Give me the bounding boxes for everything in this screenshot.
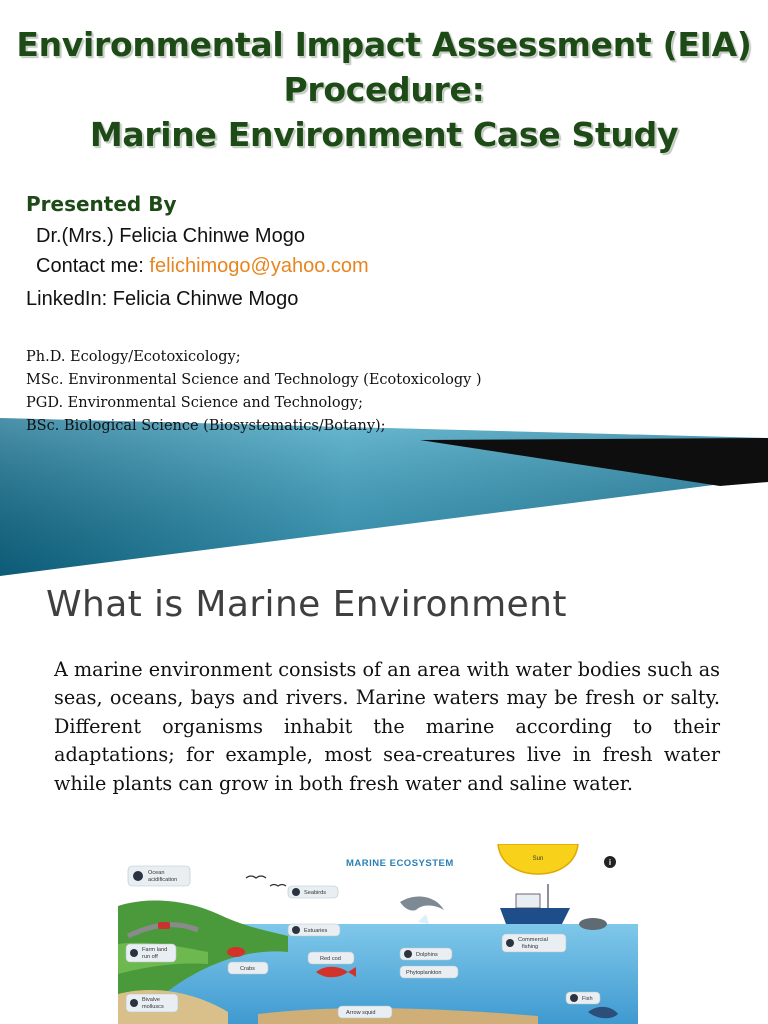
svg-text:acidification: acidification	[148, 877, 178, 883]
svg-text:Dolphins: Dolphins	[416, 952, 438, 958]
credential-msc: MSc. Environmental Science and Technology (Ecotoxicology )	[26, 372, 482, 388]
slide-heading: What is Marine Environment	[46, 584, 567, 625]
svg-text:Ocean: Ocean	[148, 870, 165, 876]
svg-text:Seabirds: Seabirds	[304, 890, 327, 896]
label-seabirds	[288, 886, 338, 898]
label-red-cod	[308, 952, 354, 964]
svg-text:Estuaries: Estuaries	[304, 928, 328, 934]
marine-ecosystem-illustration	[118, 844, 638, 1024]
slide-title	[0, 22, 768, 157]
label-commercial-fishing	[502, 934, 566, 952]
crab-icon	[227, 947, 245, 957]
presenter-name: Dr.(Mrs.) Felicia Chinwe Mogo	[36, 225, 305, 247]
label-arrow-squid	[338, 1006, 392, 1018]
svg-text:molluscs: molluscs	[142, 1004, 164, 1010]
label-ocean-acidification	[128, 866, 190, 886]
credential-pgd: PGD. Environmental Science and Technology;	[26, 395, 363, 411]
svg-text:Farm land: Farm land	[142, 947, 168, 953]
title-line-3: Marine Environment Case Study	[89, 115, 679, 154]
car-icon	[158, 922, 170, 929]
contact-email-link[interactable]: felichimogo@yahoo.com	[149, 255, 369, 277]
svg-text:fishing: fishing	[522, 944, 539, 950]
svg-text:Bivalve: Bivalve	[142, 997, 161, 1003]
svg-text:Arrow squid: Arrow squid	[346, 1010, 376, 1016]
svg-text:Commercial: Commercial	[518, 937, 548, 943]
svg-text:Red cod: Red cod	[320, 956, 341, 962]
label-dolphins	[400, 948, 452, 960]
svg-text:Crabs: Crabs	[240, 966, 255, 972]
illustration-heading: MARINE ECOSYSTEM	[346, 858, 454, 869]
svg-text:i: i	[608, 858, 612, 867]
title-line-2: Procedure:	[283, 70, 485, 109]
presented-by-label: Presented By	[26, 192, 177, 216]
svg-text:Fish: Fish	[582, 996, 593, 1002]
title-line-1: Environmental Impact Assessment (EIA)	[16, 25, 752, 64]
label-sun: Sun	[532, 856, 544, 862]
linkedin-line: LinkedIn: Felicia Chinwe Mogo	[26, 288, 299, 310]
label-bivalve-molluscs	[126, 994, 178, 1012]
label-fish	[566, 992, 600, 1004]
svg-text:run off: run off	[142, 954, 158, 960]
fishing-boat-icon	[500, 908, 570, 924]
seabird-icon	[246, 876, 266, 878]
content-slide	[0, 576, 768, 1024]
definition-paragraph: A marine environment consists of an area with water bodies such as seas, oceans, bays and rivers. Marine waters may be fresh or salty. Different organisms inhabit the marine according to their adaptations; for example, most sea-creatures live in fresh water while plants can grow in both fresh water and saline water.	[54, 658, 720, 795]
label-estuaries	[288, 924, 340, 936]
label-farm-runoff	[126, 944, 176, 962]
dolphin-icon	[400, 896, 444, 910]
contact-line	[36, 255, 369, 278]
label-phytoplankton	[400, 966, 458, 978]
credential-phd: Ph.D. Ecology/Ecotoxicology;	[26, 349, 241, 365]
label-crabs	[228, 962, 268, 974]
svg-text:Phytoplankton: Phytoplankton	[406, 970, 442, 976]
contact-label: Contact me:	[36, 255, 150, 277]
credentials-list	[26, 346, 482, 438]
credential-bsc: BSc. Biological Science (Biosystematics/Botany);	[26, 418, 386, 434]
